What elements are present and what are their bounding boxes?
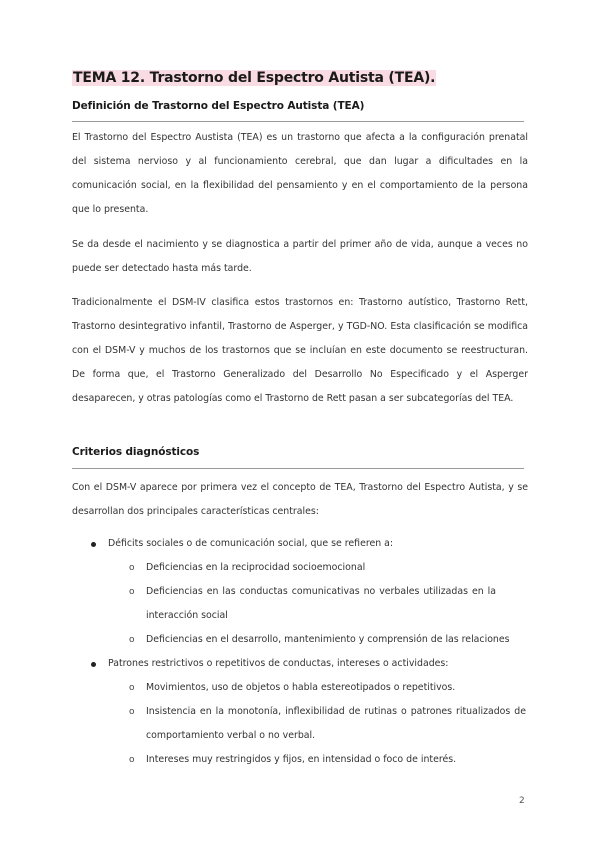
bullet-icon (91, 662, 96, 667)
sub-bullet-icon: o (129, 683, 135, 693)
section-heading-definition: Definición de Trastorno del Espectro Autista (TEA) (72, 100, 365, 112)
sub-list-item: Deficiencias en la reciprocidad socioemocional (146, 562, 366, 573)
highlighted-title: TEMA 12. Trastorno del Espectro Autista (TEA). (73, 70, 436, 86)
bullet-icon (91, 542, 96, 547)
page-title (72, 70, 436, 86)
section-divider (72, 468, 524, 469)
list-item: Patrones restrictivos o repetitivos de conductas, intereses o actividades: (108, 658, 449, 669)
sub-list-item: Deficiencias en las conductas comunicativas no verbales utilizadas en la interacción social (146, 586, 496, 621)
paragraph-definition: El Trastorno del Espectro Austista (TEA) es un trastorno que afecta a la configuración prenatal del sistema nervioso y al funcionamiento cerebral, que dan lugar a dificultades en la comunicación social, en la flexibilidad del pensamiento y en el comportamiento de la persona que lo presenta. (72, 132, 528, 215)
sub-bullet-icon: o (129, 707, 135, 717)
sub-list-item: Intereses muy restringidos y fijos, en intensidad o foco de interés. (146, 754, 457, 765)
page-number: 2 (519, 796, 525, 806)
list-item: Déficits sociales o de comunicación social, que se refieren a: (108, 538, 394, 549)
sub-bullet-icon: o (129, 635, 135, 645)
section-heading-criteria: Criterios diagnósticos (72, 446, 200, 458)
sub-bullet-icon: o (129, 563, 135, 573)
sub-list-item: Insistencia en la monotonía, inflexibilidad de rutinas o patrones ritualizados de comportamiento verbal o no verbal. (146, 706, 526, 741)
paragraph-classification: Tradicionalmente el DSM-IV clasifica estos trastornos en: Trastorno autístico, Trastorno Rett, Trastorno desintegrativo infantil, Trastorno de Asperger, y TGD-NO. Esta clasificación se modifica con el DSM-V y muchos de los trastornos que se incluían en este documento se reestructuran. De forma que, el Trastorno Generalizado del Desarrollo No Especificado y el Asperger desaparecen, y otras patologías como el Trastorno de Rett pasan a ser subcategorías del TEA. (72, 297, 528, 404)
sub-bullet-icon: o (129, 755, 135, 765)
section-divider (72, 121, 524, 122)
sub-list-item: Movimientos, uso de objetos o habla estereotipados o repetitivos. (146, 682, 456, 693)
paragraph-criteria-intro: Con el DSM-V aparece por primera vez el concepto de TEA, Trastorno del Espectro Autista, y se desarrollan dos principales características centrales: (72, 482, 528, 517)
paragraph-diagnosis-age: Se da desde el nacimiento y se diagnostica a partir del primer año de vida, aunque a veces no puede ser detectado hasta más tarde. (72, 239, 528, 274)
sub-list-item: Deficiencias en el desarrollo, mantenimiento y comprensión de las relaciones (146, 634, 510, 645)
sub-bullet-icon: o (129, 587, 135, 597)
